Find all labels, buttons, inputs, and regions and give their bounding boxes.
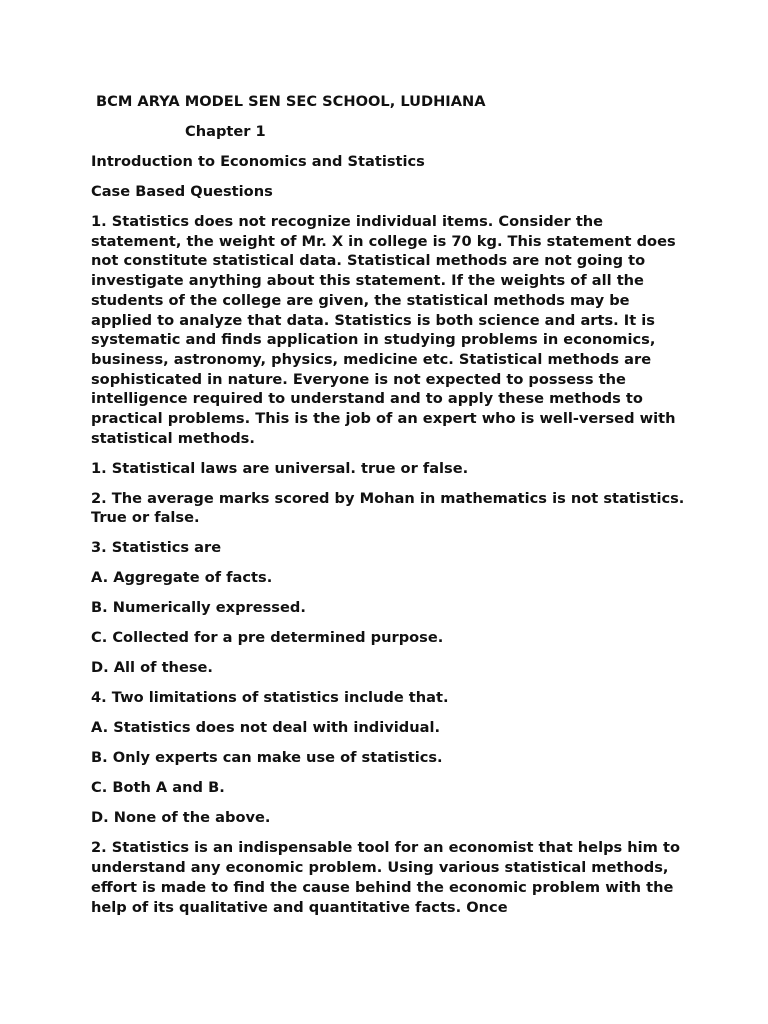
question-4: 4. Two limitations of statistics include that. (91, 689, 449, 707)
question-1: 1. Statistical laws are universal. true or false. (91, 459, 469, 477)
question-4-option-a: A. Statistics does not deal with individual. (91, 719, 440, 737)
question-2: 2. The average marks scored by Mohan in mathematics is not statistics. True or false. (91, 489, 685, 527)
question-4-option-c: C. Both A and B. (91, 779, 225, 797)
question-3-option-a: A. Aggregate of facts. (91, 569, 273, 587)
question-4-option-b: B. Only experts can make use of statistics. (91, 749, 443, 767)
document-body (91, 92, 691, 928)
question-3: 3. Statistics are (91, 539, 222, 557)
school-name: BCM ARYA MODEL SEN SEC SCHOOL, LUDHIANA (96, 93, 486, 110)
document-title: Introduction to Economics and Statistics (91, 153, 425, 170)
chapter-heading: Chapter 1 (185, 123, 266, 140)
question-3-option-c: C. Collected for a pre determined purpose. (91, 629, 444, 647)
case-2-passage: 2. Statistics is an indispensable tool for an economist that helps him to understand any economic problem. Using various statistical methods, effort is made to find the cause behind the economic problem with the help of its qualitative and quantitative facts. Once (91, 839, 680, 916)
case-1-passage: 1. Statistics does not recognize individual items. Consider the statement, the weight of Mr. X in college is 70 kg. This statement does not constitute statistical data. Statistical methods are not going to investigate anything about this statement. If the weights of all the students of the college are given, the statistical methods may be applied to analyze that data. Statistics is both science and arts. It is systematic and finds application in studying problems in economics, business, astronomy, physics, medicine etc. Statistical methods are sophisticated in nature. Everyone is not expected to possess the intelligence required to understand and to apply these methods to practical problems. This is the job of an expert who is well-versed with statistical methods. (91, 213, 676, 447)
question-4-option-d: D. None of the above. (91, 809, 271, 827)
question-3-option-b: B. Numerically expressed. (91, 599, 306, 617)
question-3-option-d: D. All of these. (91, 659, 213, 677)
section-heading: Case Based Questions (91, 183, 273, 200)
